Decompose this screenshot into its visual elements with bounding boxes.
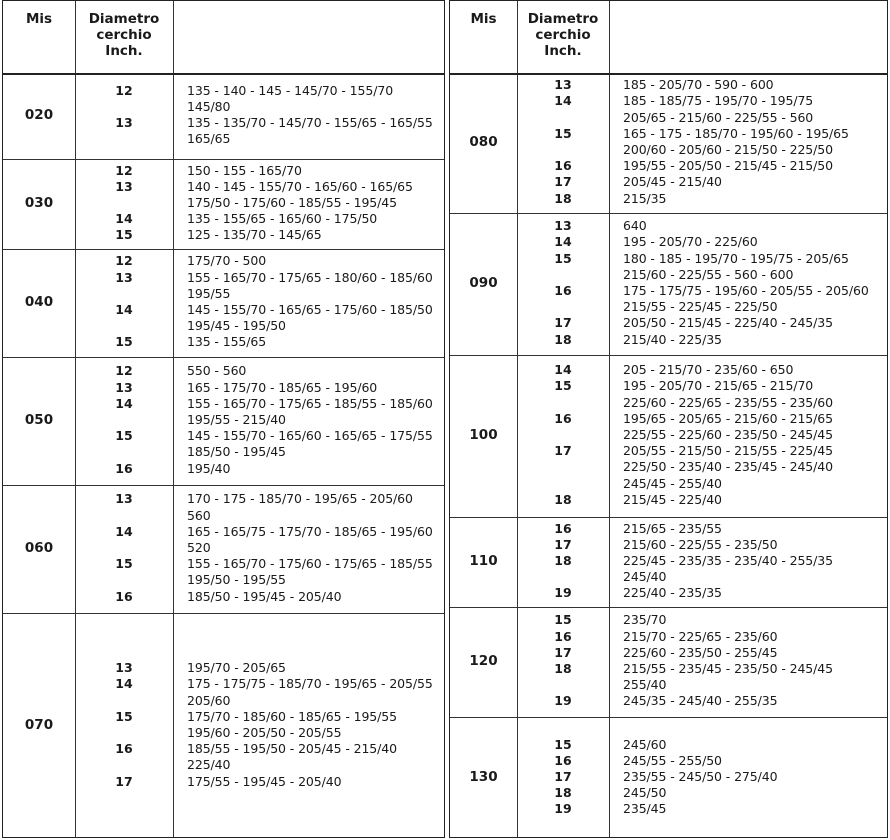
tire-sizes: 225/60 - 235/50 - 255/45 [623,644,778,660]
tire-sizes: 185/50 - 195/45 - 205/40 [187,588,342,604]
header-diametro-line: Inch. [544,43,582,59]
rim-diameter: 16 [115,460,133,476]
rim-diameter: 14 [115,302,133,317]
rim-diameter: 13 [115,379,133,395]
tire-sizes: 245/60 [623,736,667,752]
tire-sizes: 245/40 [623,569,667,585]
mis-code: 060 [24,540,54,556]
rim-diameter: 18 [554,491,572,507]
row-rule [3,249,444,250]
rim-diameter: 17 [115,773,133,789]
tire-sizes: 135 - 140 - 145 - 145/70 - 155/70 [187,82,394,98]
rim-diameter: 19 [554,585,572,601]
rim-diameter: 15 [115,556,133,572]
rim-diameter: 16 [554,752,572,768]
header-mis: Mis [470,11,497,27]
rim-diameter: 17 [554,536,572,552]
tire-sizes: 175 - 175/75 - 195/60 - 205/55 - 205/60 [623,283,869,298]
header-rule [3,73,444,75]
rim-diameter: 15 [115,227,133,243]
mis-code: 090 [469,275,498,291]
mis-code: 070 [24,717,54,733]
mis-code: 050 [24,412,54,428]
rim-diameter: 13 [554,218,572,234]
rim-diameter: 16 [554,410,572,426]
tire-sizes: 195/55 - 215/40 [187,411,286,427]
tire-sizes: 165 - 165/75 - 175/70 - 185/65 - 195/60 [187,523,433,539]
tire-sizes: 205 - 215/70 - 235/60 - 650 [623,362,794,378]
column-divider [609,1,610,837]
rim-diameter: 13 [115,491,133,507]
row-rule [450,213,887,214]
rim-diameter: 16 [554,520,572,536]
tire-sizes: 195 - 205/70 - 215/65 - 215/70 [623,378,814,394]
rim-diameter: 15 [115,334,133,350]
row-rule [450,717,887,718]
rim-diameter: 16 [554,158,572,174]
tire-sizes: 175/70 - 185/60 - 185/65 - 195/55 [187,708,397,724]
mis-code: 100 [469,427,498,443]
tire-sizes: 225/55 - 225/60 - 235/50 - 245/45 [623,426,833,442]
tire-sizes: 235/55 - 245/50 - 275/40 [623,768,778,784]
rim-diameter: 16 [115,588,133,604]
tire-sizes: 195/55 [187,285,231,301]
tire-sizes: 155 - 165/70 - 175/65 - 185/55 - 185/60 [187,395,433,411]
tire-sizes: 205/60 [187,692,231,708]
tire-sizes: 185 - 185/75 - 195/70 - 195/75 [623,93,814,109]
rim-diameter: 17 [554,644,572,660]
rim-diameter: 12 [115,162,133,178]
tire-sizes: 245/50 [623,785,667,801]
tire-sizes: 235/45 [623,801,667,817]
rim-diameter: 16 [554,283,572,298]
header-diametro-line: Inch. [105,43,143,59]
tire-sizes: 215/40 - 225/35 [623,331,722,347]
rim-diameter: 14 [554,362,572,378]
tire-sizes: 175/55 - 195/45 - 205/40 [187,773,342,789]
tire-sizes: 195/70 - 205/65 [187,660,286,676]
header-diametro [517,11,609,59]
tire-sizes: 175/50 - 175/60 - 185/55 - 195/45 [187,194,397,210]
tire-sizes: 195/40 [187,460,231,476]
rim-diameter: 14 [115,395,133,411]
tire-sizes: 165 - 175/70 - 185/65 - 195/60 [187,379,378,395]
rim-diameter: 17 [554,768,572,784]
row-rule [450,607,887,608]
tire-sizes: 165 - 175 - 185/70 - 195/60 - 195/65 [623,125,849,141]
row-rule [450,517,887,518]
tire-sizes: 140 - 145 - 155/70 - 165/60 - 165/65 [187,178,413,194]
rim-diameter: 19 [554,693,572,709]
rim-diameter: 18 [554,190,572,206]
tire-sizes: 245/55 - 255/50 [623,752,722,768]
rim-diameter: 18 [554,785,572,801]
mis-code: 080 [469,134,498,150]
tire-sizes: 245/45 - 255/40 [623,475,722,491]
tire-sizes: 185/55 - 195/50 - 205/45 - 215/40 [187,741,397,757]
rim-diameter: 15 [554,250,572,266]
tire-sizes: 135 - 135/70 - 145/70 - 155/65 - 165/55 [187,115,433,130]
tire-sizes: 225/45 - 235/35 - 235/40 - 255/35 [623,552,833,568]
tire-sizes: 520 [187,539,211,555]
tire-sizes: 175 - 175/75 - 185/70 - 195/65 - 205/55 [187,676,433,692]
tire-sizes: 135 - 155/65 [187,334,267,350]
rim-diameter: 13 [115,178,133,194]
tire-sizes: 550 - 560 [187,363,247,379]
tire-sizes: 205/65 - 215/60 - 225/55 - 560 [623,109,814,125]
tire-sizes: 215/35 [623,190,667,206]
tire-sizes: 125 - 135/70 - 145/65 [187,227,322,243]
rim-diameter: 18 [554,661,572,676]
tire-sizes: 225/50 - 235/40 - 235/45 - 245/40 [623,459,833,475]
tire-sizes: 215/45 - 225/40 [623,491,722,507]
tire-sizes: 225/60 - 225/65 - 235/55 - 235/60 [623,394,833,410]
rim-diameter: 13 [115,269,133,285]
tire-sizes: 145 - 155/70 - 165/60 - 165/65 - 175/55 [187,428,433,444]
rim-diameter: 15 [554,612,572,628]
rim-diameter: 17 [554,443,572,459]
rim-diameter: 15 [115,708,133,724]
tire-sizes: 195/65 - 205/65 - 215/60 - 215/65 [623,410,833,426]
tire-sizes: 155 - 165/70 - 175/65 - 180/60 - 185/60 [187,269,433,285]
header-diametro-line: Diametro [527,11,599,27]
tire-sizes: 215/70 - 225/65 - 235/60 [623,628,778,644]
header-diametro-line: cerchio [535,27,591,43]
tire-sizes: 165/65 [187,131,231,147]
rim-diameter: 18 [554,552,572,568]
rim-diameter: 14 [554,234,572,250]
tire-sizes: 195 - 205/70 - 225/60 [623,234,758,250]
tire-sizes: 215/55 - 225/45 - 225/50 [623,299,778,315]
mis-code: 040 [24,294,54,310]
tire-sizes: 195/55 - 205/50 - 215/45 - 215/50 [623,158,833,174]
mis-code: 110 [469,553,498,569]
rim-diameter: 16 [115,741,133,757]
row-rule [3,357,444,358]
tire-sizes: 245/35 - 245/40 - 255/35 [623,693,778,709]
tire-sizes: 145 - 155/70 - 165/65 - 175/60 - 185/50 [187,302,433,317]
mis-code: 030 [24,195,54,211]
tire-sizes: 195/45 - 195/50 [187,318,286,334]
tire-sizes: 215/65 - 235/55 [623,520,722,536]
tire-sizes: 205/55 - 215/50 - 215/55 - 225/45 [623,443,833,459]
rim-diameter: 15 [554,125,572,141]
mis-code: 020 [24,107,54,123]
rim-diameter: 17 [554,174,572,190]
row-rule [450,355,887,356]
tire-sizes: 135 - 155/65 - 165/60 - 175/50 [187,211,378,227]
rim-diameter: 15 [554,378,572,394]
tire-sizes: 205/45 - 215/40 [623,174,722,190]
rim-diameter: 16 [554,628,572,644]
tire-sizes: 170 - 175 - 185/70 - 195/65 - 205/60 [187,491,413,507]
rim-diameter: 14 [115,676,133,692]
header-diametro-line: cerchio [96,27,152,43]
header-rule [450,73,887,75]
row-rule [3,159,444,160]
rim-diameter: 18 [554,331,572,347]
header-diametro-line: Diametro [88,11,160,27]
tire-sizes: 205/50 - 215/45 - 225/40 - 245/35 [623,315,833,331]
tire-sizes: 235/70 [623,612,667,628]
tire-sizes: 215/55 - 235/45 - 235/50 - 245/45 [623,661,833,676]
mis-code: 130 [469,769,498,785]
tire-sizes: 225/40 [187,757,231,773]
rim-diameter: 13 [115,660,133,676]
rim-diameter: 15 [554,736,572,752]
tire-sizes: 195/50 - 195/55 [187,572,286,588]
tire-sizes: 180 - 185 - 195/70 - 195/75 - 205/65 [623,250,849,266]
row-rule [3,613,444,614]
tire-sizes: 195/60 - 205/50 - 205/55 [187,725,342,740]
header-mis: Mis [25,11,53,27]
tire-sizes: 145/80 [187,98,231,114]
tire-sizes: 640 [623,218,647,234]
tire-sizes: 185 - 205/70 - 590 - 600 [623,77,774,93]
tire-sizes: 560 [187,507,211,523]
tire-sizes: 155 - 165/70 - 175/60 - 175/65 - 185/55 [187,556,433,572]
column-divider [173,1,174,837]
rim-diameter: 14 [554,93,572,109]
rim-diameter: 14 [115,211,133,227]
tire-sizes: 225/40 - 235/35 [623,585,722,601]
tire-sizes: 185/50 - 195/45 [187,444,286,460]
table-left [2,0,445,838]
rim-diameter: 15 [115,428,133,444]
tire-sizes: 215/60 - 225/55 - 235/50 [623,536,778,552]
tire-sizes: 215/60 - 225/55 - 560 - 600 [623,266,794,282]
tire-sizes: 150 - 155 - 165/70 [187,162,302,178]
tire-sizes: 200/60 - 205/60 - 215/50 - 225/50 [623,142,833,157]
rim-diameter: 12 [115,82,133,98]
rim-diameter: 14 [115,523,133,539]
tire-sizes: 175/70 - 500 [187,253,267,269]
table-right [449,0,888,838]
tire-sizes: 255/40 [623,677,667,693]
row-rule [3,485,444,486]
rim-diameter: 12 [115,253,133,269]
mis-code: 120 [469,653,498,669]
rim-diameter: 19 [554,801,572,817]
rim-diameter: 17 [554,315,572,331]
rim-diameter: 13 [554,77,572,93]
rim-diameter: 12 [115,363,133,379]
rim-diameter: 13 [115,115,133,130]
header-diametro [75,11,173,59]
